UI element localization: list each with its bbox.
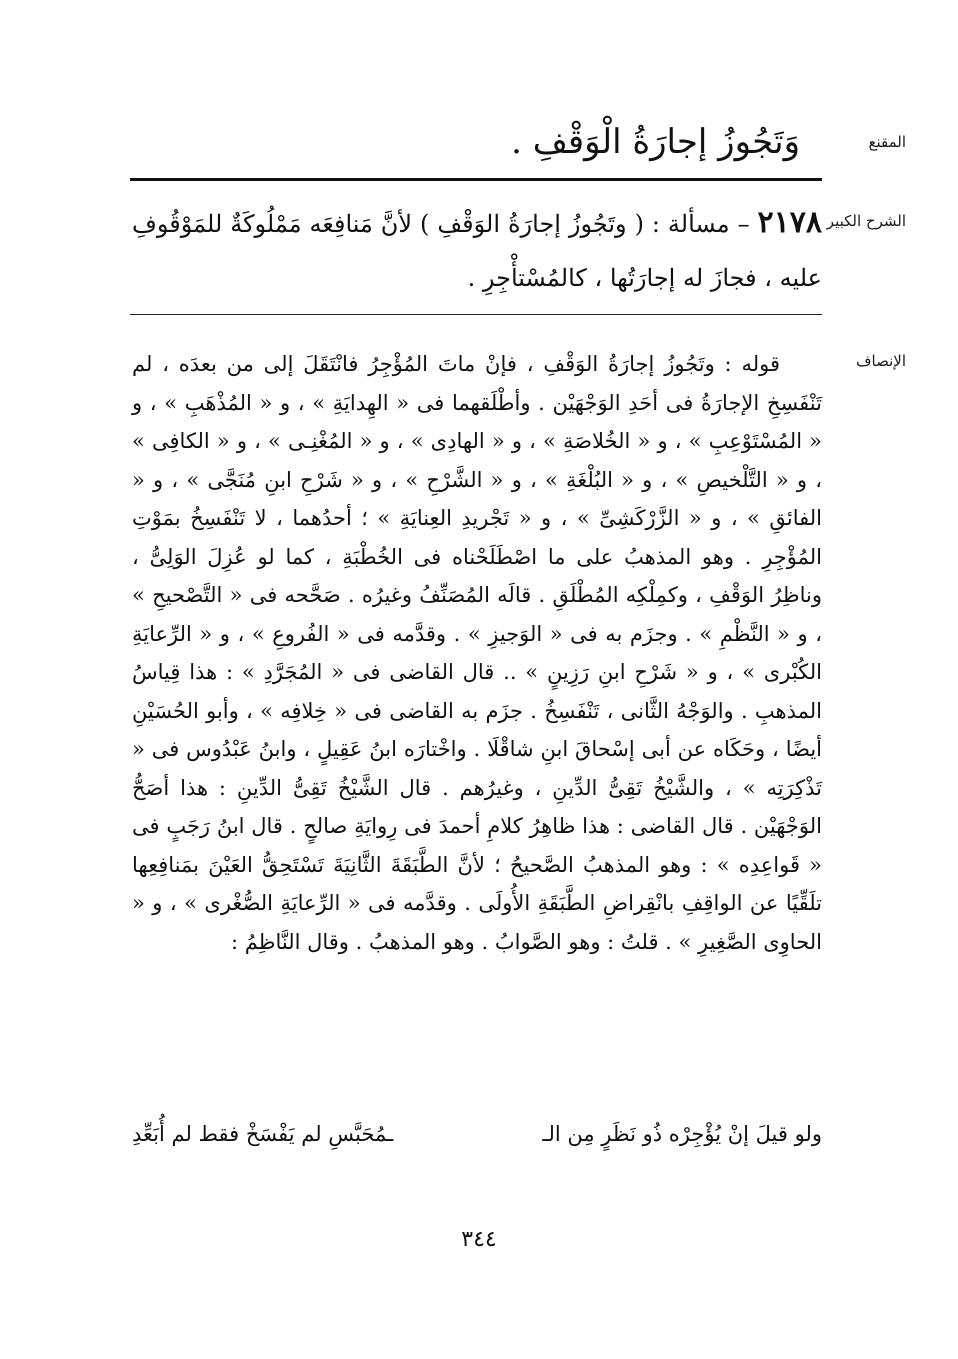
- section-label-muqni: المقنع: [868, 133, 906, 151]
- section-label-sharh: الشرح الكبير: [826, 212, 906, 230]
- verse-first-hemistich: ولو قيلَ إنْ يُؤْجِرْه ذُو نَظَرٍ مِن الـ: [542, 1122, 822, 1146]
- section-label-insaf: الإنصاف: [855, 352, 906, 370]
- verse-second-hemistich: ـمُحَبَّسِ لم يَفْسَخْ فقط لم أُبَعِّدِ: [132, 1122, 394, 1146]
- page-number: ٣٤٤: [461, 1227, 497, 1252]
- section-divider-thin: [130, 314, 822, 315]
- sharh-paragraph: [132, 196, 822, 305]
- section-divider-thick: [130, 178, 822, 181]
- sharh-text: – مسألة : ( وتَجُوزُ إجارَةُ الوَقْفِ ) لأنَّ مَنافِعَه مَمْلُوكَةٌ للمَوْقُوفِ عليه ، فجازَ له إجارَتُها ، كالمُسْتأْجِرِ .: [132, 210, 822, 292]
- issue-number: ٢١٧٨: [757, 205, 822, 240]
- insaf-body: [132, 345, 822, 961]
- poem-verse: [132, 1115, 822, 1153]
- muqni-text: وَتَجُوزُ إجارَةُ الْوَقْفِ .: [511, 122, 800, 162]
- insaf-paragraph: قوله : وتَجُوزُ إجارَةُ الوَقْفِ ، فإنْ ماتَ المُؤْجِرُ فانْتَقَلَ إلى من بعدَه ، لم تَنْفَسِخِ الإجارَةُ فى أحَدِ الوَجْهَيْن . وأطْلَقهما فى « الهِدايَةِ » ، و « المُذْهَبِ » ، و « المُسْتَوْعِبِ » ، و « الخُلاصَةِ » ، و « الهادِى » ، و « المُغْنِـى » ، و « الكافِى » ، و « التَّلْخيصِ » ، و « البُلْغَةِ » ، و « الشَّرْحِ » ، و « شَرْحِ ابنِ مُنَجَّى » ، و « الفائقِ » ، و « الزَّرْكَشِىِّ » ، و « تَجْريدِ العِنايَةِ » ؛ أحدُهما ، لا تَنْفَسِخُ بمَوْتِ المُؤْجِرِ . وهو المذهبُ على ما اصْطَلَحْناه فى الخُطْبَةِ ، كما لو عُزِلَ الوَلِىُّ ، وناظِرُ الوَقْفِ ، وكمِلْكِه المُطْلَقِ . قالَه المُصَنِّفُ وغيرُه . صَحَّحه فى « التَّصْحيحِ » ، و « النَّظْمِ » . وجزَم به فى « الوَجيزِ » . وقدَّمه فى « الفُروعِ » ، و « الرِّعايَةِ الكُبْرى » ، و « شَرْحِ ابنِ رَزِينٍ » .. قال القاضى فى « المُجَرَّدِ » : هذا قِياسُ المذهبِ . والوَجْهُ الثَّانى ، تَنْفَسِخُ . جزَم به القاضى فى « خِلافِه » ، وأبو الحُسَيْنِ أيضًا ، وحَكَاه عن أبى إسْحاقَ ابنِ شاقْلَا . واخْتارَه ابنُ عَقِيلٍ ، وابنُ عَبْدُوس فى « تَذْكِرَتِه » ، والشَّيْخُ تَقِىُّ الدِّينِ ، وغيرُهم . قال الشَّيْخُ تَقِىُّ الدِّينِ : هذا أصَحُّ الوَجْهَيْن . قال القاضى : هذا ظاهِرُ كلامِ أحمدَ فى رِوايَةِ صالحٍ . قال ابنُ رَجَبٍ فى « قَواعِدِه » : وهو المذهبُ الصَّحيحُ ؛ لأنَّ الطَّبَقَةَ الثَّانِيَةَ تَسْتَحِقُّ العَيْنَ بمَنافِعِها تلَقِّيًا عن الواقِفِ بانْقِراضِ الطَّبَقَةِ الأُولَى . وقدَّمه فى « الرِّعايَةِ الصُّغْرى » ، و « الحاوِى الصَّغِيرِ » . قلتُ : وهو الصَّوابُ . وهو المذهبُ . وقال النَّاظِمُ :: [132, 352, 822, 954]
